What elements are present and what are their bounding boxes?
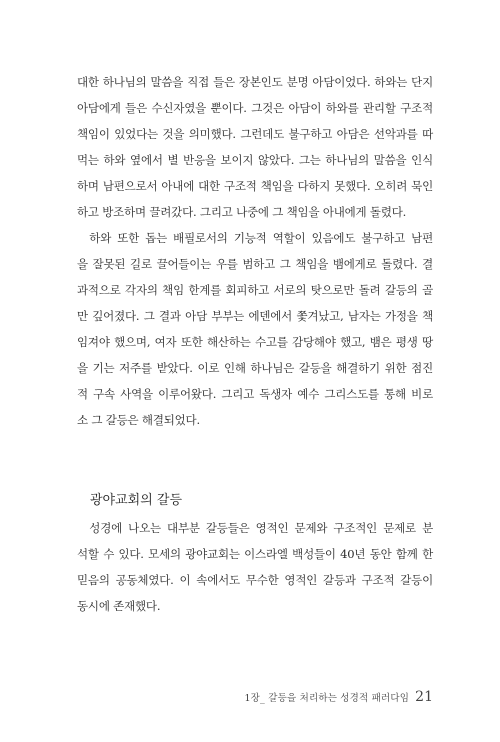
page-number: 21 <box>415 689 433 705</box>
section-heading: 광야교회의 갈등 <box>90 493 183 508</box>
body-line: 하고 방조하며 끌려갔다. 그리고 나중에 그 책임을 아내에게 돌렸다. <box>77 205 407 219</box>
body-line: 먹는 하와 옆에서 별 반응을 보이지 않았다. 그는 하나님의 말씀을 인식 <box>77 153 433 167</box>
section-line: 동시에 존재했다. <box>77 599 161 613</box>
body-line: 을 기는 저주를 받았다. 이로 인해 하나님은 갈등을 해결하기 위한 점진 <box>77 361 433 375</box>
page-footer <box>0 686 433 706</box>
body-line: 하와 또한 돕는 배필로서의 기능적 역할이 있음에도 불구하고 남편 <box>77 231 433 245</box>
body-line: 대한 하나님의 말씀을 직접 들은 장본인도 분명 아담이었다. 하와는 단지 <box>77 75 433 89</box>
body-line: 아담에게 들은 수신자였을 뿐이다. 그것은 아담이 하와를 관리할 구조적 <box>77 101 433 115</box>
section-line: 성경에 나오는 대부분 갈등들은 영적인 문제와 구조적인 문제로 분 <box>77 521 433 535</box>
body-line: 소 그 갈등은 해결되었다. <box>77 413 200 427</box>
body-line: 만 깊어졌다. 그 결과 아담 부부는 에덴에서 쫓겨났고, 남자는 가정을 책 <box>77 309 433 323</box>
body-line: 과적으로 각자의 책임 한계를 회피하고 서로의 탓으로만 돌려 갈등의 골 <box>77 283 433 297</box>
body-line: 하며 남편으로서 아내에 대한 구조적 책임을 다하지 못했다. 오히려 묵인 <box>77 179 433 193</box>
body-line: 책임이 있었다는 것을 의미했다. 그런데도 불구하고 아담은 선악과를 따 <box>77 127 433 141</box>
body-line: 을 잘못된 길로 끌어들이는 우를 범하고 그 책임을 뱀에게로 돌렸다. 결 <box>77 257 433 271</box>
running-title: 1장_ 갈등을 처리하는 성경적 패러다임 <box>244 693 410 704</box>
body-line: 적 구속 사역을 이루어왔다. 그리고 독생자 예수 그리스도를 통해 비로 <box>77 387 433 401</box>
body-line: 임져야 했으며, 여자 또한 해산하는 수고를 감당해야 했고, 뱀은 평생 땅 <box>77 335 433 349</box>
section-line: 믿음의 공동체였다. 이 속에서도 무수한 영적인 갈등과 구조적 갈등이 <box>77 573 433 587</box>
section-line: 석할 수 있다. 모세의 광야교회는 이스라엘 백성들이 40년 동안 함께 한 <box>77 547 433 561</box>
